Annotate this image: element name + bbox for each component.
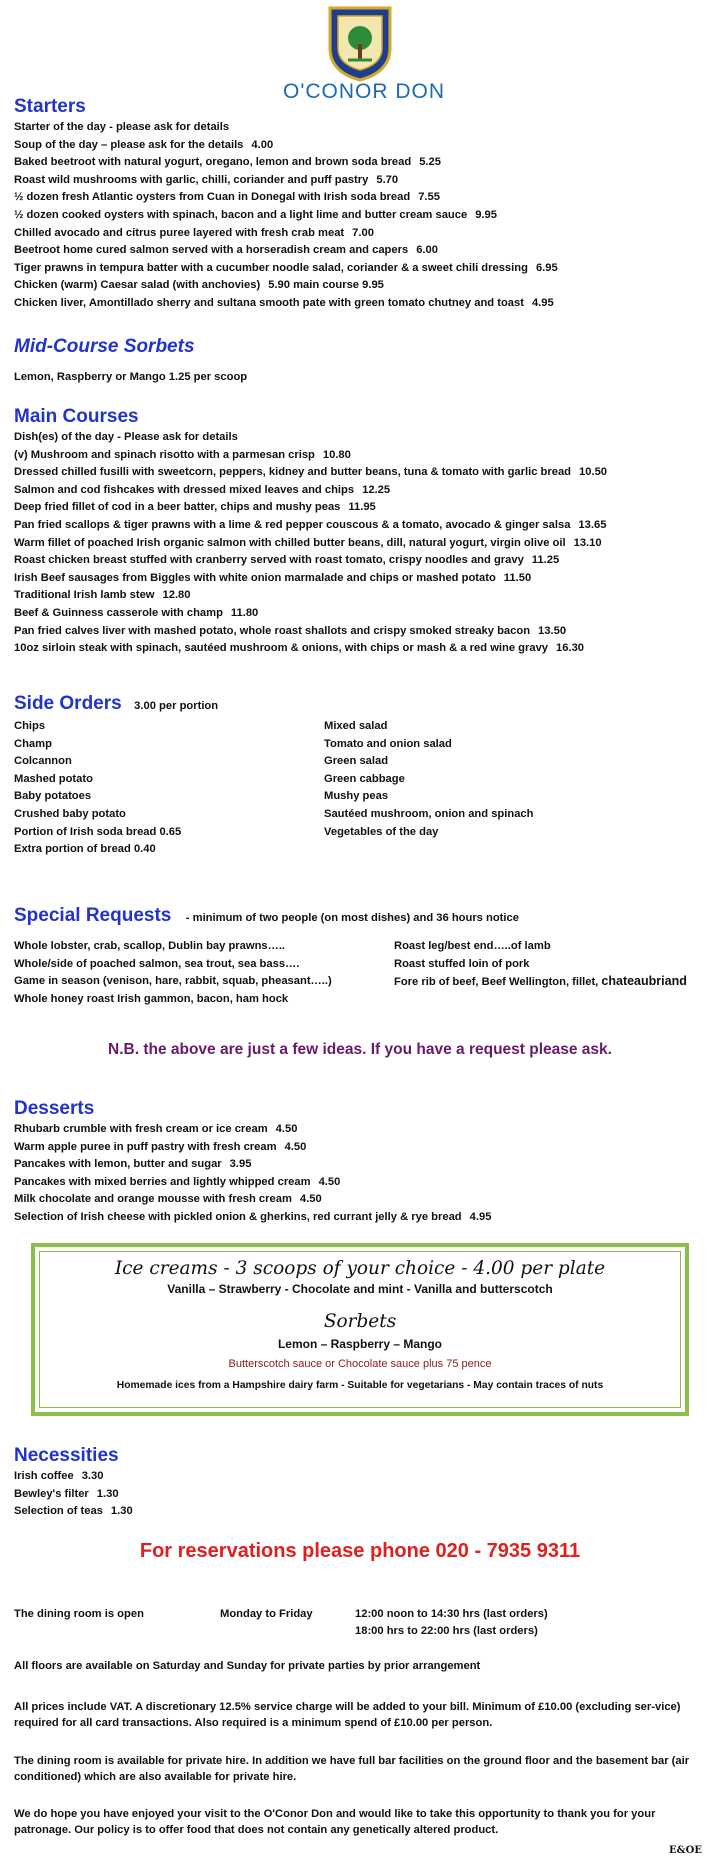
side-item: Champ: [14, 737, 52, 750]
item-name: Warm fillet of poached Irish organic salmon with chilled butter beans, dill, natural yogurt, virgin olive oil: [14, 536, 566, 549]
starter-item: [14, 260, 706, 278]
starter-item: [14, 277, 706, 295]
sauce-note: Butterscotch sauce or Chocolate sauce plus 75 pence: [228, 1358, 492, 1371]
item-price: 4.50: [299, 1193, 322, 1206]
necessities-section: [14, 1444, 706, 1521]
side-item: Sautéed mushroom, onion and spinach: [324, 807, 534, 820]
item-name: Starter of the day - please ask for details: [14, 121, 230, 133]
eoe-mark: E&OE: [669, 1845, 702, 1856]
item-name: 10oz sirloin steak with spinach, sautéed mushroom & onions, with chips or mash & a red wine gravy: [14, 642, 549, 655]
item-name: (v) Mushroom and spinach risotto with a parmesan crisp: [14, 448, 315, 461]
dessert-item: [14, 1139, 706, 1157]
item-name: Chilled avocado and citrus puree layered with fresh crab meat: [14, 226, 345, 239]
hours-slot-1: 12:00 noon to 14:30 hrs (last orders): [355, 1608, 548, 1620]
brand-name: O'CONOR DON: [282, 80, 445, 103]
requests-left-column: [14, 938, 394, 1008]
item-price: 11.80: [230, 606, 259, 619]
request-item: Roast stuffed loin of pork: [394, 957, 530, 970]
item-name: Roast wild mushrooms with garlic, chilli, coriander and puff pastry: [14, 173, 369, 186]
item-name: Pan fried calves liver with mashed potato, whole roast shallots and crispy smoked streaky bacon: [14, 624, 531, 637]
item-price: 3.95: [229, 1158, 252, 1171]
sides-section: [14, 692, 706, 859]
sorbet-title: Sorbets: [323, 1310, 397, 1332]
main-course-item: [14, 482, 706, 500]
side-item: Tomato and onion salad: [324, 737, 452, 750]
main-course-item: [14, 552, 706, 570]
item-name: ½ dozen cooked oysters with spinach, bacon and a light lime and butter cream sauce: [14, 208, 468, 221]
item-name: Soup of the day – please ask for the details: [14, 138, 244, 151]
side-item: Baby potatoes: [14, 790, 92, 803]
dessert-item: [14, 1174, 706, 1192]
starter-item: [14, 242, 706, 260]
item-price: 16.30: [556, 642, 585, 655]
request-item-chateaubriand: chateaubriand: [601, 974, 687, 989]
side-item: Mixed salad: [324, 720, 388, 732]
item-price: 1.30: [96, 1487, 119, 1500]
item-price: 5.25: [419, 156, 441, 169]
sides-note: 3.00 per portion: [134, 700, 219, 712]
item-name: Irish coffee: [14, 1470, 74, 1482]
main-course-item: [14, 499, 706, 517]
item-name: Chicken (warm) Caesar salad (with anchovies): [14, 279, 261, 292]
request-item: Game in season (venison, hare, rabbit, squab, pheasant…..): [14, 975, 332, 988]
sides-title: Side Orders: [14, 693, 122, 714]
item-name: Chicken liver, Amontillado sherry and sultana smooth pate with green tomato chutney and toast: [14, 296, 524, 309]
item-name: Bewley's filter: [14, 1487, 89, 1500]
main-course-item: [14, 429, 706, 447]
side-item: Colcannon: [14, 755, 72, 768]
item-price: 7.55: [418, 191, 440, 204]
side-item: Green cabbage: [324, 772, 405, 785]
requests-section: [14, 904, 706, 1008]
item-price: 9.95: [475, 208, 497, 221]
item-name: Rhubarb crumble with fresh cream or ice cream: [14, 1123, 268, 1135]
main-course-item: [14, 587, 706, 605]
necessity-item: [14, 1468, 706, 1486]
reservations-line: For reservations please phone 020 - 7935 9311: [139, 1540, 581, 1562]
item-name: Beetroot home cured salmon served with a horseradish cream and capers: [14, 244, 409, 257]
main-course-item: [14, 623, 706, 641]
dessert-item: [14, 1209, 706, 1227]
item-price: 4.50: [275, 1123, 298, 1135]
main-course-item: [14, 447, 706, 465]
starters-section: [14, 95, 706, 313]
dessert-item: [14, 1121, 706, 1139]
item-name: Traditional Irish lamb stew: [14, 589, 155, 602]
item-price: 4.00: [251, 138, 274, 151]
main-course-item: [14, 570, 706, 588]
item-price: 13.65: [578, 518, 607, 531]
hire-note: The dining room is available for private hire. In addition we have full bar facilities on the ground floor and the basement bar (air conditioned) which are also available for private hire.: [14, 1755, 690, 1783]
item-price: 11.25: [531, 554, 560, 567]
icecream-box: [31, 1243, 689, 1416]
prices-note: All prices include VAT. A discretionary 12.5% service charge will be added to your bill. Minimum of £10.00 (excluding ser-vice) required for all card transactions. Also required is a minimum spend of £10.00 per person.: [14, 1701, 681, 1729]
main-course-item: [14, 640, 706, 658]
side-item: Mushy peas: [324, 790, 389, 803]
item-name: Irish Beef sausages from Biggles with white onion marmalade and chips or mashed potato: [14, 571, 496, 584]
necessities-title: Necessities: [14, 1445, 119, 1466]
side-item: Portion of Irish soda bread 0.65: [14, 825, 182, 838]
item-price: 4.50: [318, 1175, 341, 1188]
item-price: 6.95: [535, 261, 558, 274]
sorbet-flavours: Lemon – Raspberry – Mango: [277, 1336, 443, 1351]
starter-item: [14, 295, 706, 313]
main-course-item: [14, 535, 706, 553]
item-price: 12.80: [162, 589, 191, 602]
item-price: 12.25: [362, 483, 391, 496]
hours-days: Monday to Friday: [220, 1608, 313, 1620]
item-price: 3.30: [81, 1470, 104, 1482]
hours-slot-2: 18:00 hrs to 22:00 hrs (last orders): [355, 1625, 538, 1637]
requests-right-column: [394, 938, 694, 1008]
sorbets-text: Lemon, Raspberry or Mango 1.25 per scoop: [14, 371, 248, 383]
item-price: 11.50: [503, 571, 532, 584]
item-price: 5.90 main course 9.95: [268, 279, 384, 292]
starters-title: Starters: [14, 96, 86, 117]
crest-icon: [324, 4, 396, 82]
request-item: Whole honey roast Irish gammon, bacon, ham hock: [14, 992, 289, 1005]
item-price: 4.95: [531, 296, 554, 309]
hours-label: The dining room is open: [14, 1608, 144, 1620]
item-price: 13.50: [538, 624, 567, 637]
item-name: Selection of Irish cheese with pickled onion & gherkins, red currant jelly & rye bread: [14, 1210, 462, 1223]
mains-title: Main Courses: [14, 406, 139, 427]
dessert-item: [14, 1156, 706, 1174]
side-item: Mashed potato: [14, 772, 93, 785]
item-name: Pancakes with mixed berries and lightly whipped cream: [14, 1175, 311, 1188]
icecream-note: Homemade ices from a Hampshire dairy farm - Suitable for vegetarians - May contain traces of nuts: [116, 1379, 604, 1391]
starter-item: [14, 119, 706, 137]
item-price: 1.30: [110, 1505, 133, 1518]
dessert-item: [14, 1191, 706, 1209]
item-price: 6.00: [416, 244, 438, 257]
request-item: Whole/side of poached salmon, sea trout, sea bass….: [14, 957, 300, 970]
necessity-item: [14, 1503, 706, 1521]
item-name: Roast chicken breast stuffed with cranberry served with roast tomato, crispy noodles and gravy: [14, 554, 524, 567]
item-price: 10.80: [322, 448, 351, 461]
item-name: Selection of teas: [14, 1505, 103, 1518]
item-name: Pancakes with lemon, butter and sugar: [14, 1158, 222, 1171]
logo: [0, 0, 720, 104]
mains-list: [14, 429, 706, 658]
sorbets-title: Mid-Course Sorbets: [14, 336, 195, 357]
sides-left-column: [14, 718, 324, 859]
thanks-note: We do hope you have enjoyed your visit to the O'Conor Don and would like to take this opportunity to thank you for your patronage. Our policy is to offer food that does not contain any genetically altered product.: [14, 1808, 656, 1836]
sorbets-section: [14, 335, 706, 387]
desserts-section: [14, 1097, 706, 1227]
side-item: Crushed baby potato: [14, 807, 126, 820]
item-name: Tiger prawns in tempura batter with a cucumber noodle salad, coriander & a sweet chili dressing: [14, 261, 528, 274]
item-name: Baked beetroot with natural yogurt, oregano, lemon and brown soda bread: [14, 156, 412, 169]
floors-note: All floors are available on Saturday and Sunday for private parties by prior arrangement: [14, 1660, 481, 1672]
item-price: 4.95: [469, 1210, 492, 1223]
item-name: Beef & Guinness casserole with champ: [14, 606, 223, 619]
side-item: Chips: [14, 720, 46, 732]
item-price: 13.10: [573, 536, 602, 549]
item-price: 10.50: [579, 466, 608, 479]
item-name: Deep fried fillet of cod in a beer batter, chips and mushy peas: [14, 501, 341, 514]
starter-item: [14, 189, 706, 207]
item-price: 5.70: [376, 173, 399, 186]
starter-item: [14, 154, 706, 172]
side-item: Vegetables of the day: [324, 825, 439, 838]
item-name: Warm apple puree in puff pastry with fresh cream: [14, 1140, 277, 1153]
main-course-item: [14, 517, 706, 535]
item-price: 4.50: [284, 1140, 307, 1153]
starter-item: [14, 172, 706, 190]
item-name: ½ dozen fresh Atlantic oysters from Cuan in Donegal with Irish soda bread: [14, 191, 411, 204]
item-name: Milk chocolate and orange mousse with fresh cream: [14, 1193, 292, 1206]
icecream-flavours: Vanilla – Strawberry - Chocolate and mint - Vanilla and butterscotch: [167, 1282, 553, 1296]
main-course-item: [14, 464, 706, 482]
mains-section: [14, 405, 706, 658]
side-item: Green salad: [324, 755, 389, 768]
desserts-list: [14, 1121, 706, 1227]
starter-item: [14, 207, 706, 225]
side-item: Extra portion of bread 0.40: [14, 843, 156, 856]
item-name: Dressed chilled fusilli with sweetcorn, peppers, kidney and butter beans, tuna & tomato with garlic bread: [14, 466, 572, 479]
sides-right-column: [324, 718, 634, 859]
starter-item: [14, 225, 706, 243]
starter-item: [14, 137, 706, 155]
item-name: Pan fried scallops & tiger prawns with a lime & red pepper couscous & a tomato, avocado & ginger salsa: [14, 518, 571, 531]
item-name: Salmon and cod fishcakes with dressed mixed leaves and chips: [14, 483, 355, 496]
request-item: Roast leg/best end…..of lamb: [394, 940, 551, 952]
item-price: 11.95: [348, 501, 376, 514]
main-course-item: [14, 605, 706, 623]
request-item: Fore rib of beef, Beef Wellington, fillet,: [394, 976, 599, 989]
icecream-title: Ice creams - 3 scoops of your choice - 4.00 per plate: [114, 1258, 606, 1279]
necessity-item: [14, 1486, 706, 1504]
requests-note: - minimum of two people (on most dishes) and 36 hours notice: [185, 912, 519, 924]
requests-title: Special Requests: [14, 905, 172, 926]
nb-note: N.B. the above are just a few ideas. If you have a request please ask.: [108, 1041, 612, 1058]
item-price: 7.00: [352, 226, 374, 239]
item-name: Dish(es) of the day - Please ask for details: [14, 431, 238, 443]
starters-list: [14, 119, 706, 313]
necessities-list: [14, 1468, 706, 1521]
request-item: Whole lobster, crab, scallop, Dublin bay prawns…..: [14, 940, 286, 952]
desserts-title: Desserts: [14, 1098, 95, 1119]
